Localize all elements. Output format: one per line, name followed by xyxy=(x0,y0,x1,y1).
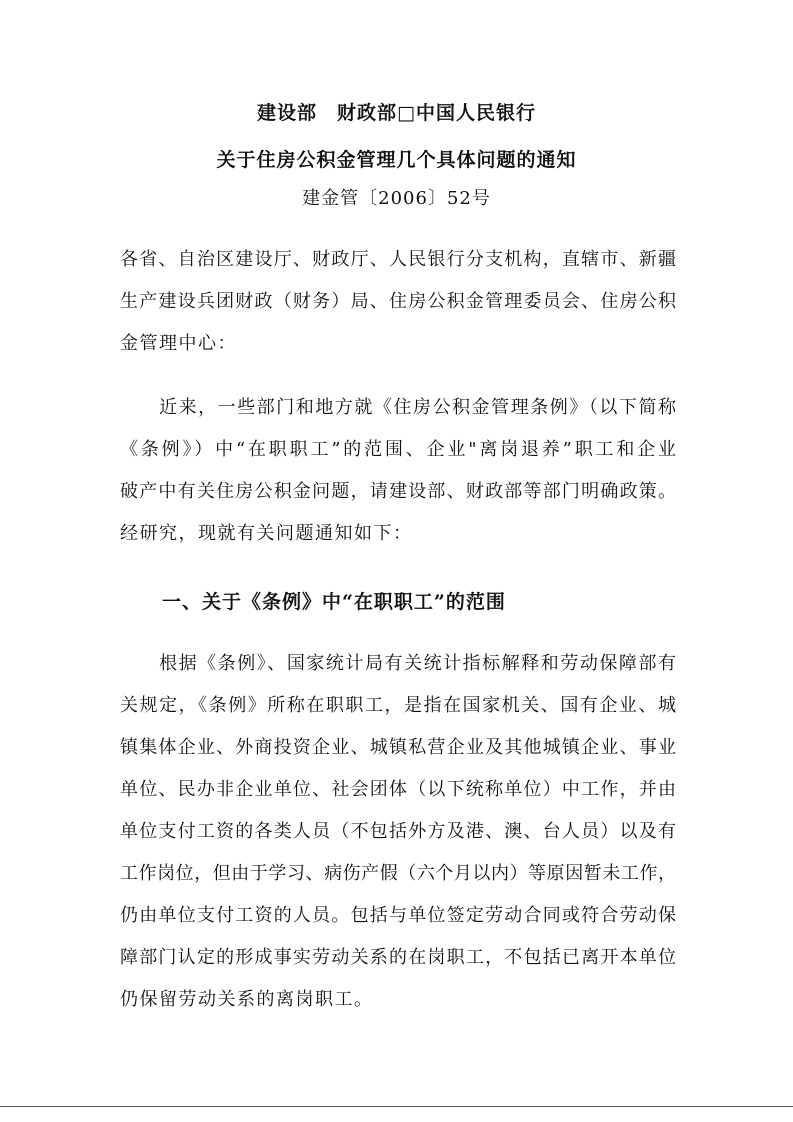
page-bottom-rule xyxy=(0,1106,793,1107)
intro-line: 经研究，现就有关问题通知如下： xyxy=(120,523,413,544)
section-line: 仍保留劳动关系的离岗职工。 xyxy=(120,989,374,1010)
section-line: 根据《条例》、国家统计局有关统计指标解释和劳动保障部有 xyxy=(120,653,676,674)
addressee-line: 各省、自治区建设厅、财政厅、人民银行分支机构，直辖市、新疆 xyxy=(120,249,676,270)
section-line: 单位支付工资的各类人员（不包括外方及港、澳、台人员）以及有 xyxy=(120,821,676,842)
document-number: 建金管〔2006〕52号 xyxy=(302,188,491,209)
section-line: 镇集体企业、外商投资企业、城镇私营企业及其他城镇企业、事业 xyxy=(120,737,676,758)
section-line: 仍由单位支付工资的人员。包括与单位签定劳动合同或符合劳动保 xyxy=(120,905,676,926)
document-title-line-2: 关于住房公积金管理几个具体问题的通知 xyxy=(216,149,577,171)
intro-line: 《条例》）中“在职职工”的范围、企业"离岗退养”职工和企业 xyxy=(120,439,676,460)
document-title-line-1: 建设部 财政部□中国人民银行 xyxy=(257,102,536,124)
section-line: 关规定，《条例》所称在职职工，是指在国家机关、国有企业、城 xyxy=(120,695,676,716)
addressee-line: 生产建设兵团财政（财务）局、住房公积金管理委员会、住房公积 xyxy=(120,291,676,312)
section-heading: 一、关于《条例》中“在职职工”的范围 xyxy=(162,591,506,613)
addressee-line: 金管理中心： xyxy=(120,333,237,354)
section-line: 障部门认定的形成事实劳动关系的在岗职工，不包括已离开本单位 xyxy=(120,947,676,968)
section-line: 工作岗位，但由于学习、病伤产假（六个月以内）等原因暂未工作， xyxy=(120,863,676,884)
intro-line: 破产中有关住房公积金问题，请建设部、财政部等部门明确政策。 xyxy=(120,481,676,502)
intro-line: 近来，一些部门和地方就《住房公积金管理条例》（以下简称 xyxy=(120,397,676,418)
section-line: 单位、民办非企业单位、社会团体（以下统称单位）中工作，并由 xyxy=(120,779,676,800)
